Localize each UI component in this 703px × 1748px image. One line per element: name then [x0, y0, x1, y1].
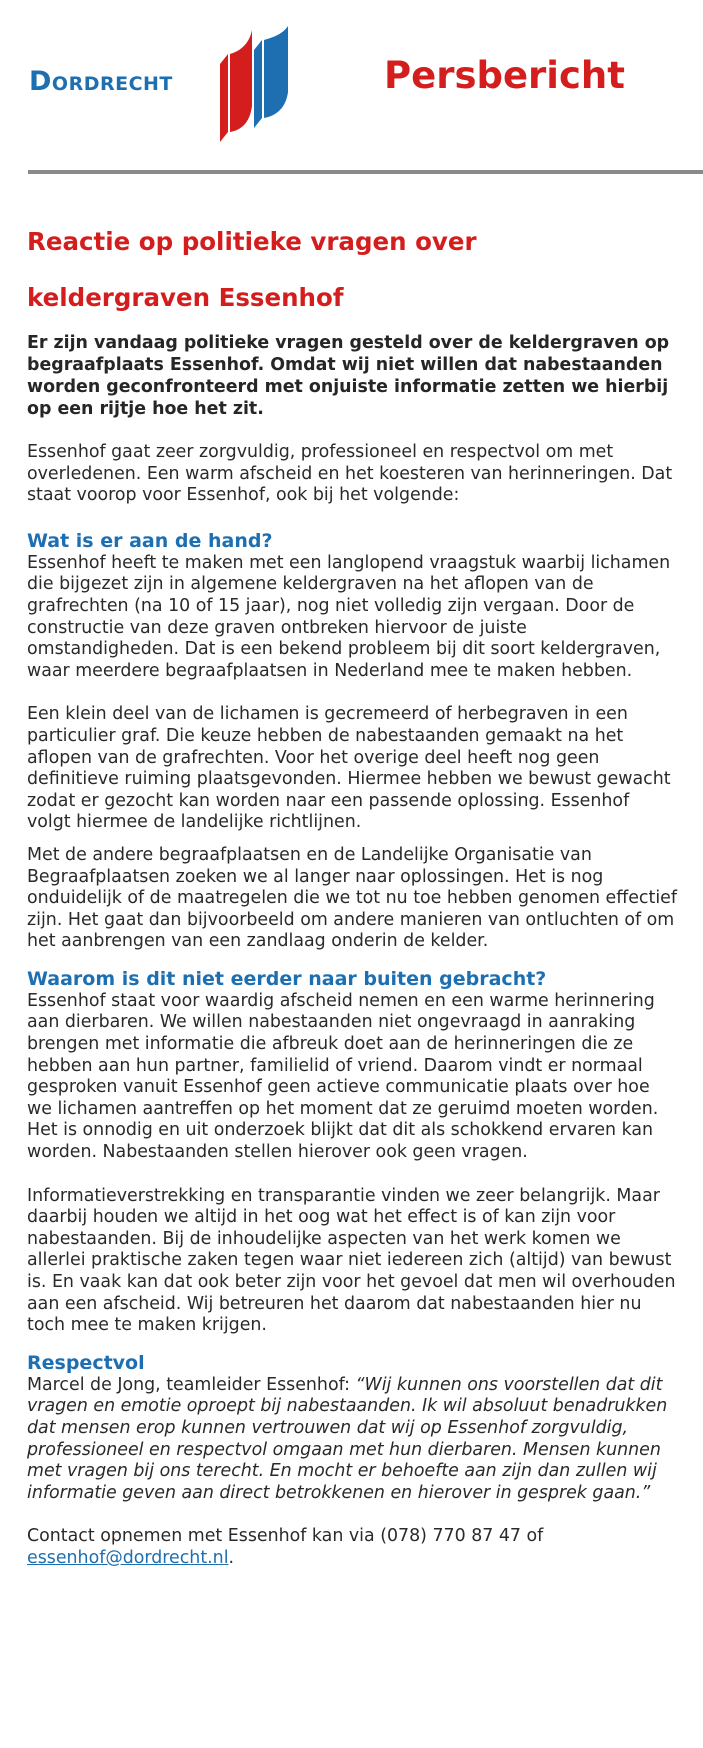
dordrecht-logo-text: Dordrecht — [29, 66, 173, 97]
section-why-paragraph-2: Informatieverstrekking en transparantie vinden we zeer belangrijk. Maar daarbij houden we altijd in het oog wat het effect is of kan zijn voor nabestaanden. Bij de inhoudelijke aspecten van het werk komen we allerlei praktische zaken tegen waar niet iedereen zich (altijd) van bewust is. En vaak kan dat ook beter zijn voor het gevoel dat men wil overhouden aan een afscheid. Wij betreuren het daarom dat nabestaanden hier nu toch mee te maken krijgen. — [27, 1185, 676, 1336]
section-heading-respectful: Respectvol — [27, 1351, 145, 1374]
contact-text: Contact opnemen met Essenhof kan via (078) 770 87 47 of — [27, 1526, 544, 1547]
article-title — [27, 214, 677, 326]
section-what-paragraph-1: Essenhof heeft te maken met een langlopend vraagstuk waarbij lichamen die bijgezet zijn in algemene keldergraven na het aflopen van de grafrechten (na 10 of 15 jaar), nog niet volledig zijn vergaan. Door de constructie van deze graven ontbreken hiervoor de juiste omstandigheden. Dat is een bekend probleem bij dit soort keldergraven, waar meerdere begraafplaatsen in Nederland mee te maken hebben. — [27, 552, 671, 681]
quote-paragraph — [27, 1375, 677, 1505]
section-what-paragraph-2: Een klein deel van de lichamen is gecremeerd of herbegraven in een particulier graf. Die keuze hebben de nabestaanden gemaakt na het aflopen van de grafrechten. Voor het overige deel heeft nog geen definitieve ruiming plaatsgevonden. Hiermee hebben we bewust gewacht zodat er gezocht kan worden naar een passende oplossing. Essenhof volgt hiermee de landelijke richtlijnen. — [27, 704, 671, 833]
quote-text: “Wij kunnen ons voorstellen dat dit vragen en emotie oproept bij nabestaanden. Ik wil absoluut benadrukken dat mensen erop kunnen vertrouwen dat wij op Essenhof zorgvuldig, professioneel en respectvol omgaan met hun dierbaren. Mensen kunnen met vragen bij ons terecht. En mocht er behoefte aan zijn dan zullen wij informatie geven aan direct betrokkenen en hierover in gesprek gaan.” — [27, 1374, 668, 1503]
article-title-line-1: Reactie op politieke vragen over — [27, 227, 477, 256]
contact-end: . — [228, 1547, 235, 1568]
intro-paragraph: Essenhof gaat zeer zorgvuldig, professioneel en respectvol om met overledenen. Een warm afscheid en het koesteren van herinneringen. Dat staat voorop voor Essenhof, ook bij het volgende: — [27, 442, 673, 506]
contact-email-link[interactable]: essenhof@dordrecht.nl — [27, 1547, 229, 1568]
section-heading-what: Wat is er aan de hand? — [27, 529, 273, 552]
press-release-body — [27, 224, 677, 1570]
article-title-line-2: keldergraven Essenhof — [27, 283, 344, 312]
dordrecht-logo-icon — [214, 26, 300, 148]
document-type-label: Persbericht — [384, 54, 625, 97]
quote-speaker: Marcel de Jong, teamleider Essenhof: — [27, 1374, 356, 1395]
letterhead — [0, 0, 703, 180]
section-heading-why: Waarom is dit niet eerder naar buiten gebracht? — [27, 967, 547, 990]
section-why-paragraph-1: Essenhof staat voor waardig afscheid nemen en een warme herinnering aan dierbaren. We willen nabestaanden niet ongevraagd in aanraking brengen met informatie die afbreuk doet aan de herinneringen die ze hebben aan hun partner, familielid of vriend. Daarom vindt er normaal gesproken vanuit Essenhof geen actieve communicatie plaats over hoe we lichamen aantreffen op het moment dat ze geruimd moeten worden. Het is onnodig en uit onderzoek blijkt dat dit als schokkend ervaren kan worden. Nabestaanden stellen hierover ook geen vragen. — [27, 990, 659, 1163]
lead-paragraph: Er zijn vandaag politieke vragen gesteld over de keldergraven op begraafplaats Essenhof. Omdat wij niet willen dat nabestaanden worden geconfronteerd met onjuiste informatie zetten we hierbij op een rijtje hoe het zit. — [27, 333, 670, 419]
contact-paragraph — [27, 1526, 677, 1569]
header-divider — [28, 170, 703, 174]
section-what-paragraph-3: Met de andere begraafplaatsen en de Landelijke Organisatie van Begraafplaatsen zoeken we al langer naar oplossingen. Het is nog onduidelijk of de maatregelen die we tot nu toe hebben genomen effectief zijn. Het gaat dan bijvoorbeeld om andere manieren van ontluchten of om het aanbrengen van een zandlaag onderin de kelder. — [27, 844, 677, 952]
